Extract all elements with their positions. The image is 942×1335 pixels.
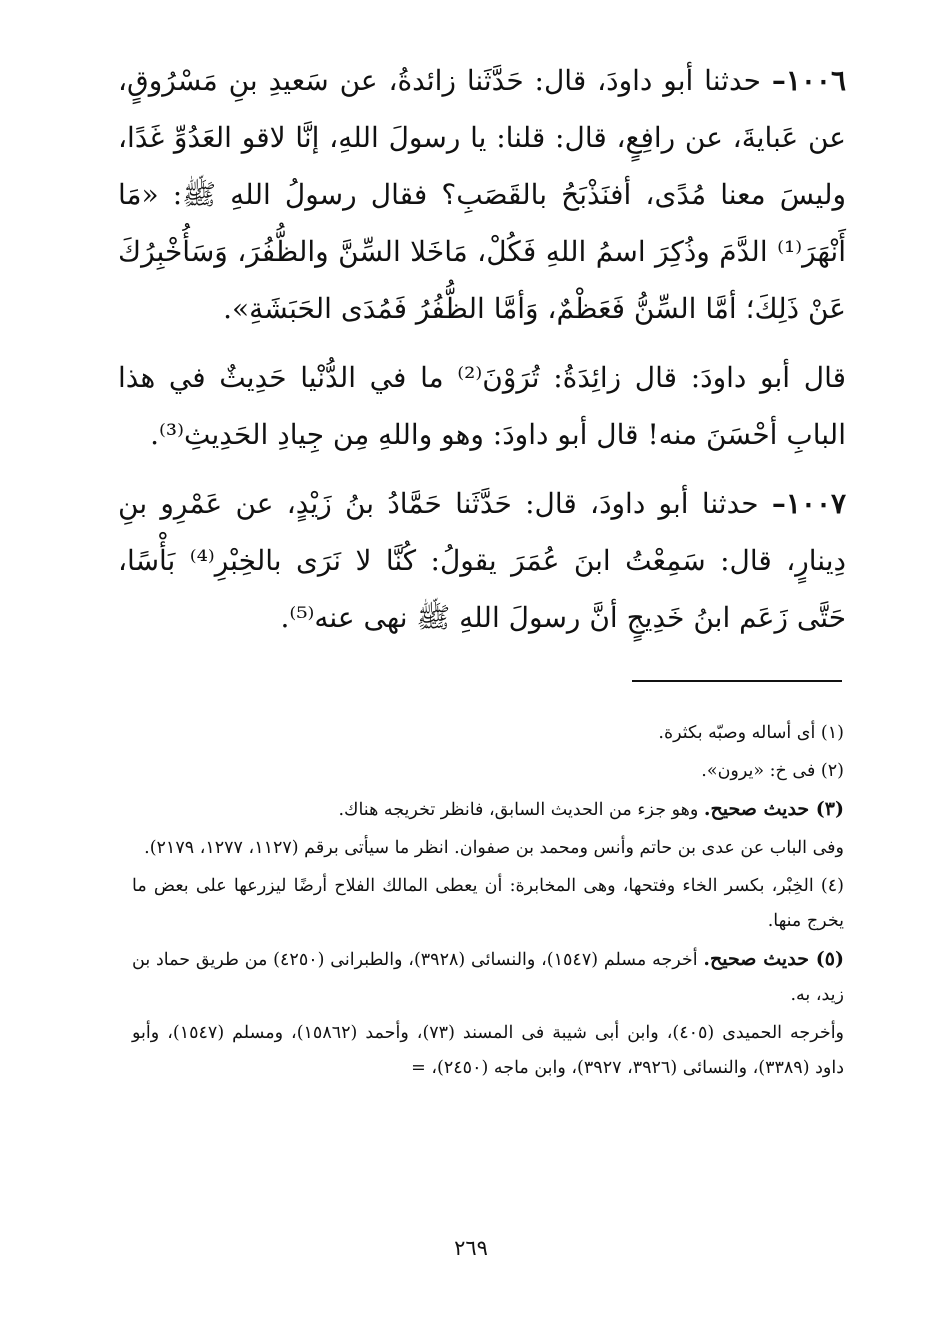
abu-dawud-comment — [118, 349, 846, 463]
footnote-grade: (٥) حديث صحيح. — [703, 948, 845, 970]
footnote-text: وفى الباب عن عدى بن حاتم وأنس ومحمد بن صفوان. انظر ما سيأتى برقم (١١٢٧، ١٢٧٧، ٢١٧٩). — [144, 838, 844, 858]
hadith-text: حدثنا أبو داودَ، قال: حَدَّثَنا حَمَّادُ بنُ زَيْدٍ، عن عَمْرِو بنِ دِينارٍ، قال: سَمِعْتُ ابنَ عُمَرَ يقولُ: كُنَّا لا نَرَى بالخِبْرِ⁽⁴⁾ بَأْسًا، حَتَّى زَعَم ابنُ خَدِيجٍ أنَّ رسولَ اللهِ ﷺ نهى عنه⁽⁵⁾. — [118, 487, 846, 634]
main-text — [118, 52, 846, 646]
footnote-5-continued — [132, 1016, 844, 1086]
footnote-text: (١) أى أساله وصبّه بكثرة. — [658, 723, 844, 743]
hadith-number: ١٠٠٦– — [771, 64, 846, 97]
footnote-2 — [132, 754, 844, 789]
footnote-divider — [632, 680, 842, 682]
footnote-3 — [132, 792, 844, 828]
footnote-5 — [132, 942, 844, 1013]
hadith-text: حدثنا أبو داودَ، قال: حَدَّثَنا زائدةُ، عن سَعيدِ بنِ مَسْرُوقٍ، عن عَبايةَ، عن رافِعٍ، قال: قلنا: يا رسولَ اللهِ، إنَّا لاقو العَدُوِّ غَدًا، وليسَ معنا مُدًى، أفنَذْبَحُ بالقَصَبِ؟ فقال رسولُ اللهِ ﷺ: «مَا أَنْهَرَ⁽¹⁾ الدَّمَ وذُكِرَ اسمُ اللهِ فَكُلْ، مَاخَلا السِّنَّ والظُّفُرَ، وَسَأُخْبِرُكَ عَنْ ذَلِكَ؛ أمَّا السِّنُّ فَعَظْمٌ، وَأمَّا الظُّفُرُ فَمُدَى الحَبَشَةِ». — [118, 64, 846, 325]
comment-text: قال أبو داودَ: قال زائِدَةُ: تُرَوْنَ⁽²⁾ ما في الدُّنْيا حَدِيثٌ في هذا البابِ أحْسَنَ منه! قال أبو داودَ: وهو واللهِ مِن جِيادِ الحَدِيثِ⁽³⁾. — [118, 361, 847, 451]
hadith-1006 — [118, 52, 846, 337]
footnote-grade: (٣) حديث صحيح. — [703, 798, 844, 820]
page-number: ٢٦٩ — [454, 1236, 488, 1260]
footnote-4 — [132, 869, 844, 939]
footnote-text: أخرجه مسلم (١٥٤٧)، والنسائى (٣٩٢٨)، والطبرانى (٤٢٥٠) من طريق حماد بن زيد، به. — [132, 950, 844, 1005]
hadith-number: ١٠٠٧– — [771, 487, 847, 520]
footnote-1 — [132, 716, 844, 751]
footnote-text: وأخرجه الحميدى (٤٠٥)، وابن أبى شيبة فى المسند (٧٣)، وأحمد (١٥٨٦٢)، ومسلم (١٥٤٧)، وأبو داود (٣٣٨٩)، والنسائى (٣٩٢٦، ٣٩٢٧)، وابن ماجه (٢٤٥٠)، = — [132, 1023, 845, 1078]
footnote-text: (٢) فى خ: «يرون». — [701, 761, 844, 781]
hadith-1007 — [118, 475, 846, 646]
footnote-3-continued — [132, 831, 844, 866]
footnote-text: وهو جزء من الحديث السابق، فانظر تخريجه هناك. — [338, 800, 704, 820]
footnote-text: (٤) الخِبْر، بكسر الخاء وفتحها، وهى المخابرة: أن يعطى المالك الفلاح أرضًا ليزرعها على بعض ما يخرج منها. — [132, 876, 844, 931]
footnotes — [132, 716, 844, 1086]
